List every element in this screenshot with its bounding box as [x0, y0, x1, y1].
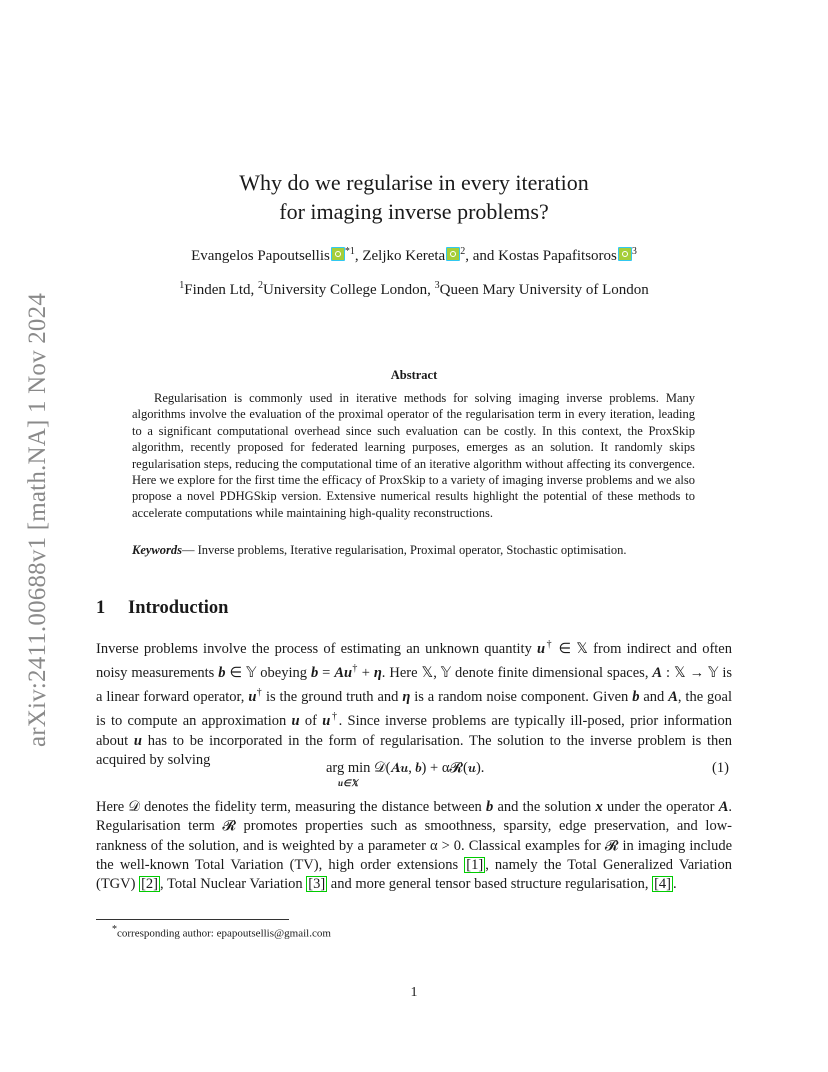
text-run: from indirect and often noisy measurements	[96, 640, 732, 681]
text-run: is a random noise component. Given	[410, 689, 633, 706]
equation-body: arg min 𝒟(𝑨𝒖, 𝒃) + α𝓡(𝒖).	[326, 760, 485, 776]
text-run: of	[299, 713, 323, 730]
affil-1-sup: 1	[179, 280, 185, 291]
text-run: is a linear forward operator,	[96, 664, 733, 706]
text-run: .	[673, 876, 677, 893]
author-3-name[interactable]: Kostas Papafitsoros	[498, 248, 617, 264]
title-line-2: for imaging inverse problems?	[279, 199, 549, 224]
intro-paragraph-2: Here 𝒟 denotes the fidelity term, measuring the distance between b and the solution x under the operator A. Regularisation term 𝓡 promotes properties such as smoothness, sparsity, edge preservation, and low-rankness of the solution, and is weighted by a parameter α > 0. Classical examples for 𝓡 in imaging include the well-known Total Variation (TV), high order extensions [1] , namely the Total Generalized Variation (TGV) [2] , Total Nuclear Variation [3] and more general tensor based structure regularisation, [4] .	[96, 799, 732, 893]
page-number: 1	[410, 985, 418, 1000]
paper-title	[0, 168, 828, 226]
author-1-name[interactable]: Evangelos Papoutsellis	[191, 248, 330, 264]
text-run: denote finite dimensional spaces,	[451, 664, 653, 681]
section-number: 1	[96, 598, 106, 618]
text-run: and	[639, 689, 669, 706]
footnote-text: corresponding author: epapoutsellis@gmail.com	[117, 927, 331, 940]
author-2-name[interactable]: Zeljko Kereta	[362, 248, 446, 264]
footnote-mark: *	[112, 924, 117, 935]
text-run: Inverse problems involve the process of estimating an unknown quantity	[96, 640, 538, 657]
section-heading	[96, 598, 228, 619]
text-run: . Here	[381, 664, 422, 681]
arxiv-stamp-text: arXiv:2411.00688v1 [math.NA] 1 Nov 2024	[24, 292, 51, 748]
keywords-label: Keywords	[132, 543, 182, 557]
author-separator: ,	[354, 248, 363, 264]
equation-subscript: u∈𝕏	[338, 778, 359, 788]
author-list	[0, 246, 828, 265]
title-line-1: Why do we regularise in every iteration	[239, 170, 589, 195]
footnote	[112, 924, 331, 940]
abstract-text: Regularisation is commonly used in iterative methods for solving imaging inverse problems. Many algorithms involve the evaluation of the proximal operator of the regularisation term in every iteration, leading to a significant computational overhead since such evaluation can be costly. In this context, the ProxSkip algorithm, recently proposed for federated learning purposes, emerges as an solution. It randomly skips regularisation steps, reducing the computational time of an iterative algorithm without affecting its convergence. Here we explore for the first time the efficacy of ProxSkip to a variety of imaging inverse problems and we also propose a novel PDHGSkip version. Extensive numerical results highlight the potential of these methods to accelerate computations while maintaining high-quality reconstructions.	[132, 391, 695, 520]
orcid-icon[interactable]	[446, 247, 460, 261]
citation-link[interactable]: [2]	[141, 876, 159, 893]
arxiv-stamp	[18, 270, 58, 770]
author-separator: , and	[465, 248, 499, 264]
text-run: Here 𝒟 denotes the fidelity term, measuring the distance between	[96, 799, 486, 815]
affil-1: Finden Ltd,	[184, 282, 258, 298]
intro-paragraph-1: Inverse problems involve the process of estimating an unknown quantity u† ∈ 𝕏 from indirect and often noisy measurements b ∈ 𝕐 obeying b = Au† + η. Here 𝕏, 𝕐 denote finite dimensional spaces, A : 𝕏 → 𝕐 is a linear forward operator, u† is the ground truth and η is a random noise component. Given b and A, the goal is to compute an approximation u of u†. Since inverse problems are typically ill-posed, prior information about u has to be incorporated in the form of regularisation. The solution to the inverse problem is then acquired by solving	[96, 639, 733, 768]
text-run: , namely the Total Generalized Variation (TGV)	[96, 856, 732, 893]
equation-label: (1)	[712, 760, 729, 776]
author-3-sup: 3	[631, 246, 637, 257]
text-run: under the operator	[602, 799, 719, 815]
citation-link[interactable]: [1]	[466, 856, 484, 873]
affil-3: Queen Mary University of London	[439, 282, 649, 298]
section-title: Introduction	[128, 598, 229, 618]
equation-1	[0, 760, 828, 794]
orcid-icon[interactable]	[618, 247, 632, 261]
text-run: has to be incorporated in the form of regularisation. The solution to the inverse problem is then acquired by solving	[96, 732, 732, 768]
affil-2-sup: 2	[257, 280, 263, 291]
author-1-sup: *1	[344, 246, 355, 257]
abstract-heading: Abstract	[390, 368, 438, 382]
text-run: is the ground truth and	[262, 689, 403, 706]
keywords-text: — Inverse problems, Iterative regularisation, Proximal operator, Stochastic optimisation.	[182, 543, 627, 557]
text-run: and more general tensor based structure regularisation,	[327, 876, 653, 893]
footnote-rule	[96, 919, 289, 920]
text-run: . Regularisation term 𝓡 promotes properties such as smoothness, sparsity, edge preservation, and low-rankness of the solution, and is weighted by a parameter α > 0. Classical examples for 𝓡 in imaging include the well-known Total Variation (TV), high order extensions	[96, 799, 732, 873]
affil-3-sup: 3	[434, 280, 440, 291]
author-2-sup: 2	[460, 246, 466, 257]
text-run: , the goal is to compute an approximation	[96, 689, 733, 730]
citation-link[interactable]: [3]	[308, 876, 326, 893]
citation-link[interactable]: [4]	[654, 876, 672, 893]
text-run: , Total Nuclear Variation	[160, 876, 307, 893]
affil-2: University College London,	[262, 282, 435, 298]
text-run: . Since inverse problems are typically ill-posed, prior information about	[96, 713, 732, 749]
keywords	[132, 542, 695, 558]
orcid-icon[interactable]	[331, 247, 345, 261]
text-run: obeying	[256, 664, 311, 681]
text-run: and the solution	[493, 799, 596, 815]
affiliations	[0, 280, 828, 299]
